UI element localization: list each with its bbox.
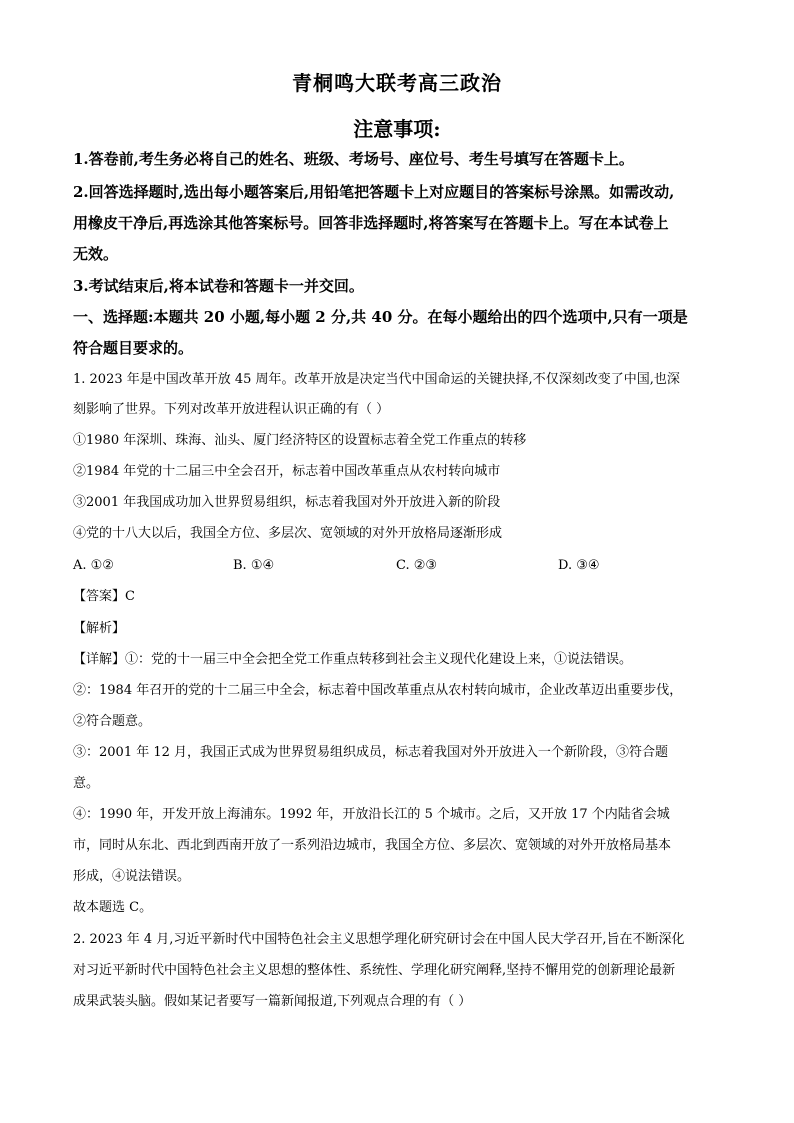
question-item: ①1980 年深圳、珠海、汕头、厦门经济特区的设置标志着全党工作重点的转移 [73,433,527,448]
question-stem: 2. 2023 年 4 月,习近平新时代中国特色社会主义思想学理化研究研讨会在中国人民大学召开,旨在不断深化 [73,932,685,947]
notice-line: 1.答卷前,考生务必将自己的姓名、班级、考场号、座位号、考生号填写在答题卡上。 [73,150,634,168]
detail-line: 故本题选 C。 [73,900,153,915]
detail-line: 【详解】①：党的十一届三中全会把全党工作重点转移到社会主义现代化建设上来，①说法错误。 [73,652,633,667]
answer-label: 【答案】C [73,589,135,604]
detail-line: ④：1990 年，开发开放上海浦东。1992 年，开放沿长江的 5 个城市。之后，又开放 17 个内陆省会城 [73,807,670,822]
detail-line: ②符合题意。 [73,714,152,729]
detail-line: 市，同时从东北、西北到西南开放了一系列沿边城市，我国全方位、多层次、宽领域的对外开放格局基本 [73,838,672,853]
detail-line: 意。 [73,776,100,791]
option-d: D. ③④ [558,558,600,573]
question-item: ③2001 年我国成功加入世界贸易组织，标志着我国对外开放进入新的阶段 [73,495,501,510]
option-b: B. ①④ [233,558,275,573]
question-item: ④党的十八大以后，我国全方位、多层次、宽领域的对外开放格局逐渐形成 [73,526,503,541]
option-c: C. ②③ [396,558,438,573]
notice-heading: 注意事项: [353,117,441,141]
question-stem: 对习近平新时代中国特色社会主义思想的整体性、系统性、学理化研究阐释,坚持不懈用党的创新理论最新 [73,963,676,978]
detail-line: 形成，④说法错误。 [73,869,191,884]
notice-line: 2.回答选择题时,选出每小题答案后,用铅笔把答题卡上对应题目的答案标号涂黑。如需改动, [73,183,675,201]
notice-line: 3.考试结束后,将本试卷和答题卡一并交回。 [73,277,364,295]
option-a: A. ①② [73,558,114,573]
detail-line: ②：1984 年召开的党的十二届三中全会，标志着中国改革重点从农村转向城市，企业改革迈出重要步伐， [73,683,683,698]
question-stem: 1. 2023 年是中国改革开放 45 周年。改革开放是决定当代中国命运的关键抉择,不仅深刻改变了中国,也深 [73,372,680,387]
question-item: ②1984 年党的十二届三中全会召开，标志着中国改革重点从农村转向城市 [73,464,501,479]
notice-line: 无效。 [73,245,119,263]
detail-line: ③：2001 年 12 月，我国正式成为世界贸易组织成员，标志着我国对外开放进入一个新阶段，③符合题 [73,745,669,760]
section-heading: 符合题目要求的。 [73,339,194,357]
page-title: 青桐鸣大联考高三政治 [292,71,502,95]
analysis-label: 【解析】 [73,621,126,636]
question-stem: 刻影响了世界。下列对改革开放进程认识正确的有（ ） [73,402,390,417]
notice-line: 用橡皮干净后,再选涂其他答案标号。回答非选择题时,将答案写在答题卡上。写在本试卷上 [73,214,669,232]
question-stem: 成果武装头脑。假如某记者要写一篇新闻报道,下列观点合理的有（ ） [73,994,472,1009]
section-heading: 一、选择题:本题共 20 小题,每小题 2 分,共 40 分。在每小题给出的四个选项中,只有一项是 [73,308,688,326]
